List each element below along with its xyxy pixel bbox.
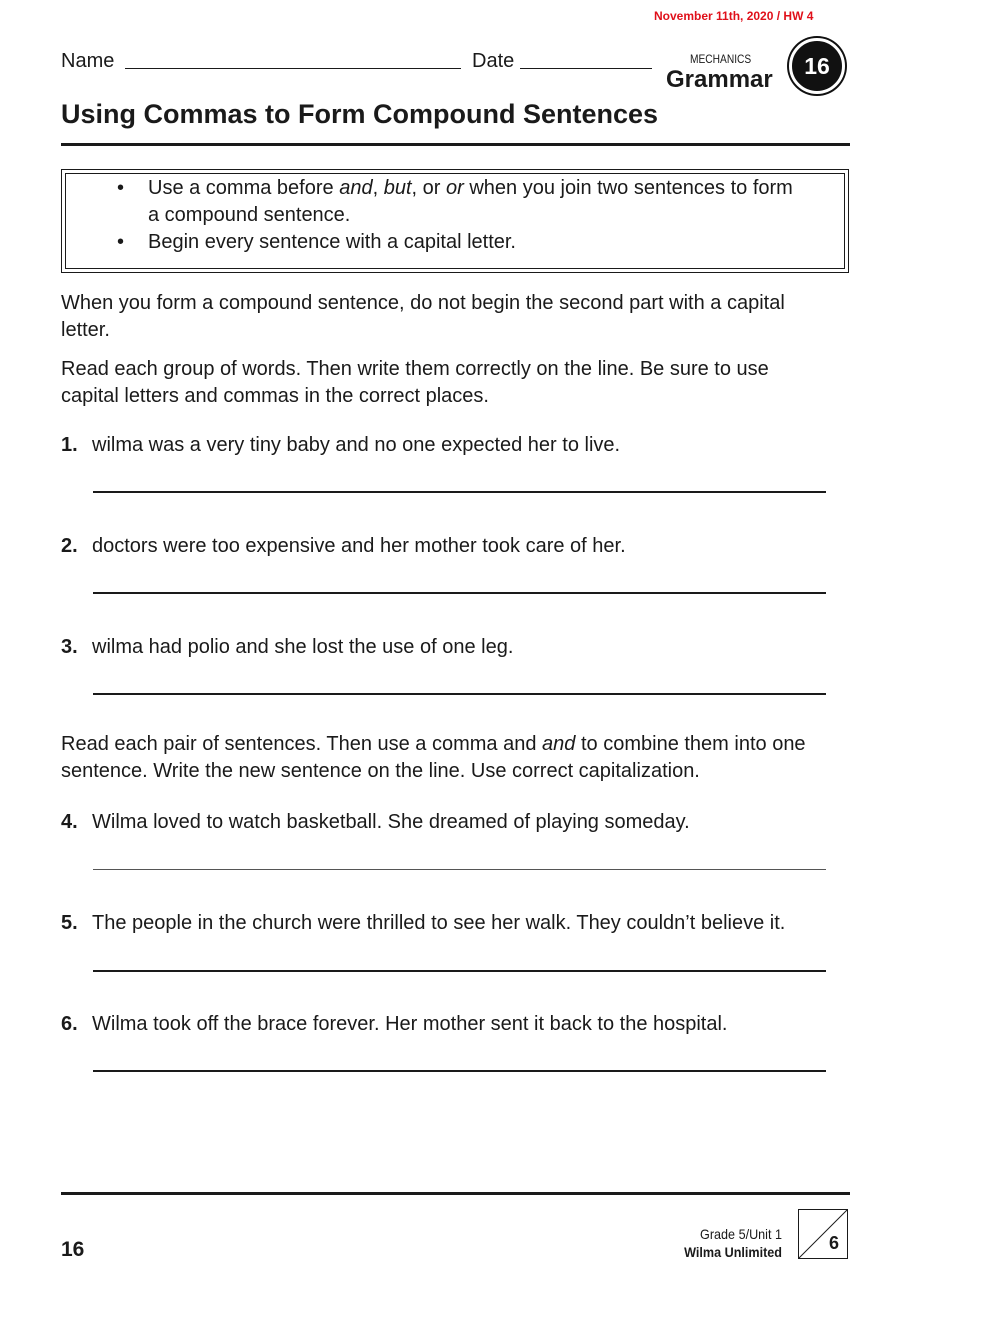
- answer-line-4[interactable]: [93, 869, 826, 870]
- corner-page-box: [798, 1209, 848, 1259]
- page-title: Using Commas to Form Compound Sentences: [61, 99, 659, 129]
- rule-emphasis-but: but: [383, 177, 412, 199]
- corner-number: 6: [828, 1233, 839, 1253]
- grade-unit-label: Grade 5/Unit 1: [700, 1226, 782, 1242]
- directions-paragraph-1: Read each group of words. Then write them correctly on the line. Be sure to use capital letters and commas in the correct places.: [61, 358, 769, 407]
- date-label: Date: [472, 50, 515, 72]
- rule-text: , or: [411, 177, 446, 199]
- answer-line-1[interactable]: [93, 491, 826, 493]
- corner-diagonal-icon: [798, 1209, 848, 1259]
- question-number: 2.: [61, 535, 78, 557]
- lesson-number-badge: 16: [789, 38, 845, 94]
- homework-note: November 11th, 2020 / HW 4: [654, 9, 814, 23]
- name-label: Name: [61, 50, 115, 72]
- question-text: doctors were too expensive and her mother took care of her.: [92, 535, 626, 557]
- rules-box: [61, 169, 849, 273]
- date-field-line[interactable]: [520, 68, 652, 69]
- question-number: 6.: [61, 1013, 78, 1035]
- question-5: [61, 910, 785, 937]
- footer-divider: [61, 1192, 850, 1195]
- title-divider: [61, 143, 850, 146]
- rule-emphasis-and: and: [339, 177, 373, 199]
- answer-line-5[interactable]: [93, 970, 826, 972]
- rule-item-capital: • Begin every sentence with a capital letter.: [117, 229, 797, 256]
- page-number: 16: [61, 1238, 85, 1261]
- directions-text: to combine them into one sentence. Write the new sentence on the line. Use correct capitalization.: [61, 733, 806, 782]
- directions-paragraph-2: [61, 731, 851, 785]
- rule-text: Use a comma before: [148, 177, 340, 199]
- question-number: 3.: [61, 636, 78, 658]
- directions-emphasis-and: and: [542, 733, 576, 755]
- rules-list: [117, 175, 797, 256]
- rule-text: ,: [372, 177, 384, 199]
- question-6: [61, 1011, 728, 1038]
- story-title: Wilma Unlimited: [684, 1244, 782, 1260]
- rule-item-comma: [117, 175, 797, 229]
- question-text: The people in the church were thrilled to see her walk. They couldn’t believe it.: [92, 912, 786, 934]
- question-text: wilma had polio and she lost the use of one leg.: [92, 636, 514, 658]
- question-text: wilma was a very tiny baby and no one expected her to live.: [92, 434, 621, 456]
- question-1: [61, 432, 620, 459]
- question-3: [61, 634, 513, 661]
- name-field-line[interactable]: [125, 68, 461, 69]
- answer-line-2[interactable]: [93, 592, 826, 594]
- question-4: [61, 809, 690, 836]
- question-number: 1.: [61, 434, 78, 456]
- question-text: Wilma loved to watch basketball. She dreamed of playing someday.: [92, 811, 690, 833]
- question-text: Wilma took off the brace forever. Her mother sent it back to the hospital.: [92, 1013, 728, 1035]
- rule-emphasis-or: or: [445, 177, 464, 199]
- rule-text: when you join two sentences to form a compound sentence.: [148, 177, 793, 226]
- directions-text: Read each pair of sentences. Then use a comma and: [61, 733, 543, 755]
- answer-line-3[interactable]: [93, 693, 826, 695]
- question-2: [61, 533, 626, 560]
- question-number: 5.: [61, 912, 78, 934]
- category-label: MECHANICS: [690, 52, 752, 66]
- question-number: 4.: [61, 811, 78, 833]
- answer-line-6[interactable]: [93, 1070, 826, 1072]
- intro-paragraph: When you form a compound sentence, do not begin the second part with a capital letter.: [61, 292, 785, 341]
- subject-label: Grammar: [666, 66, 773, 93]
